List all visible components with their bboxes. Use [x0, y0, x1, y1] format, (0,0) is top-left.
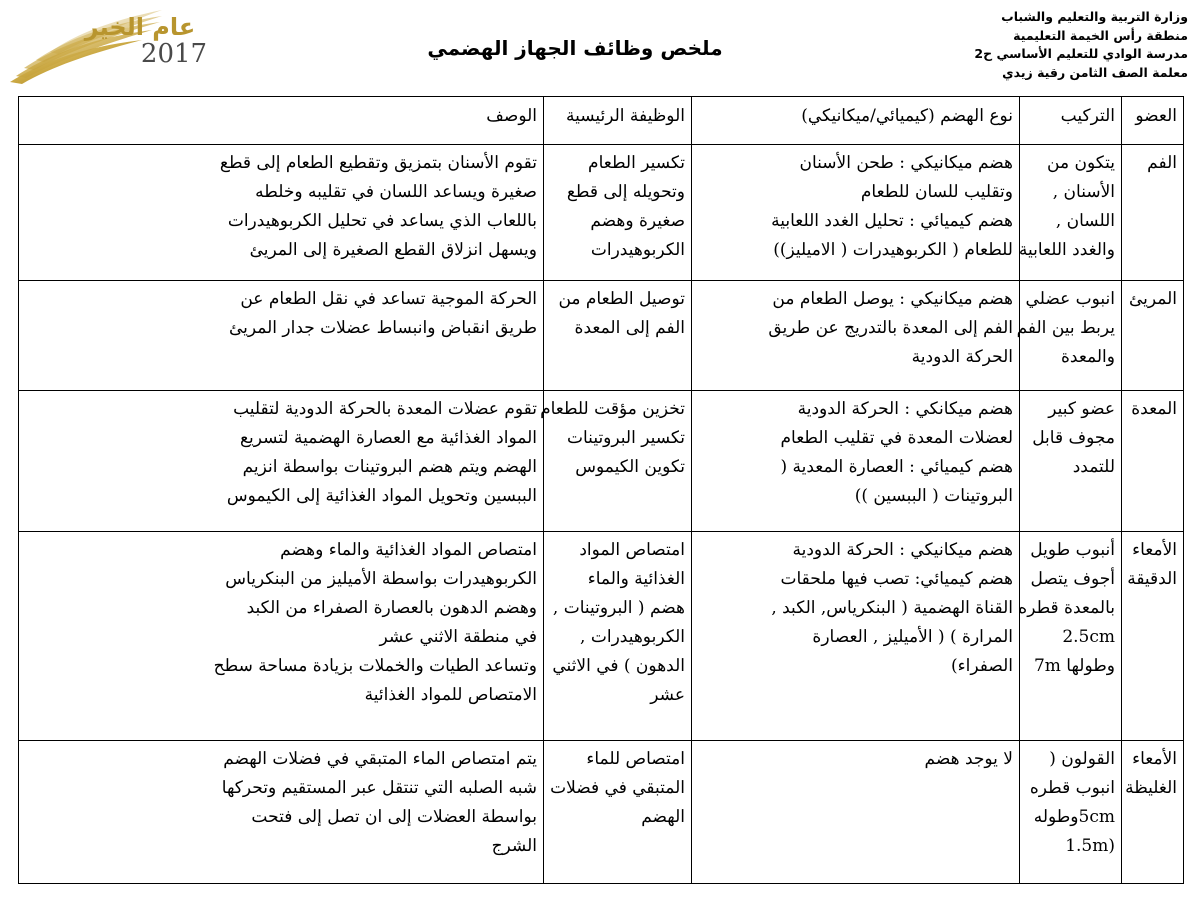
cell-line: 5cmوطوله — [1033, 807, 1115, 828]
cell-line: هضم كيميائي: تصب فيها ملحقات — [780, 568, 1013, 589]
cell-line: هضم كيميائي : العصارة المعدية ( — [780, 457, 1013, 478]
logo-arabic-text: عام الخير — [84, 13, 196, 41]
cell-line: المريئ — [1128, 289, 1177, 310]
school-header — [888, 8, 1188, 82]
digestive-system-table — [18, 96, 1184, 884]
cell-line: انبوب قطره — [1029, 778, 1115, 799]
cell-description — [19, 281, 544, 391]
cell-structure — [1020, 145, 1122, 281]
cell-line: وطولها 7m — [1033, 655, 1115, 676]
cell-line: في منطقة الاثني عشر — [379, 626, 537, 647]
cell-line: امتصاص للماء — [586, 749, 685, 770]
cell-organ — [1122, 145, 1184, 281]
cell-digestion-type — [692, 531, 1020, 741]
cell-line: وتقليب للسان للطعام — [860, 182, 1013, 202]
cell-line: وتساعد الطيات والخملات بزيادة مساحة سطح — [213, 655, 537, 676]
cell-line: الغذائية والماء — [587, 568, 685, 589]
header-main-function: الوظيفة الرئيسية — [544, 97, 692, 145]
cell-line: للتمدد — [1072, 457, 1115, 478]
cell-line: تكسير البروتينات — [567, 428, 685, 449]
cell-organ — [1122, 531, 1184, 741]
cell-main-function — [540, 391, 692, 531]
cell-line: الفم إلى المعدة بالتدريج عن طريق — [768, 318, 1013, 339]
cell-line: المواد الغذائية مع العصارة الهضمية لتسريع — [239, 428, 537, 449]
cell-line: طريق انقباض وانبساط عضلات جدار المريئ — [228, 318, 537, 339]
cell-description — [19, 391, 544, 531]
cell-line: توصيل الطعام من — [558, 289, 685, 310]
cell-line: 2.5cm — [1062, 626, 1115, 647]
logo-year-text: 2017 — [140, 39, 208, 69]
cell-line: تخزين مؤقت للطعام — [540, 399, 685, 420]
cell-line: الهضم ويتم هضم البروتينات بواسطة انزيم — [242, 457, 537, 478]
cell-line: الأمعاء — [1132, 539, 1177, 560]
cell-line: الكربوهيدرات , — [580, 626, 685, 647]
cell-line: هضم ميكانيكي : الحركة الدودية — [792, 539, 1013, 560]
cell-line: الامتصاص للمواد الغذائية — [364, 684, 537, 705]
cell-main-function — [544, 531, 692, 741]
cell-line: المرارة ) ( الأميليز , العصارة — [812, 626, 1013, 647]
cell-line: عضو كبير — [1048, 399, 1115, 420]
cell-line: تكسير الطعام — [588, 153, 685, 173]
cell-main-function — [544, 145, 692, 281]
cell-line: الفم — [1147, 153, 1177, 173]
cell-line: يتم امتصاص الماء المتبقي في فضلات الهضم — [223, 749, 537, 770]
table-row — [19, 145, 1184, 281]
cell-organ — [1122, 281, 1184, 391]
header-structure: التركيب — [1020, 97, 1122, 145]
table-header-row — [19, 97, 1184, 145]
cell-line: الببسين وتحويل المواد الغذائية إلى الكيموس — [226, 486, 537, 507]
cell-line: بواسطة العضلات إلى ان تصل إلى فتحت — [251, 807, 537, 828]
cell-line: هضم ميكانيكي : طحن الأسنان — [799, 153, 1013, 173]
cell-line: الأمعاء — [1132, 749, 1177, 770]
cell-line: البروتينات ( الببسين )) — [854, 486, 1013, 507]
header-line: معلمة الصف الثامن رقية زيدي — [1002, 64, 1188, 80]
cell-line: القولون ( — [1049, 749, 1115, 770]
cell-line: (1.5m — [1065, 836, 1115, 857]
cell-structure — [1020, 391, 1122, 531]
cell-line: صغيرة ويساعد اللسان في تقليبه وخلطه — [255, 182, 537, 202]
cell-line: صغيرة وهضم — [590, 211, 685, 231]
cell-line: هضم ( البروتينات , — [552, 597, 685, 618]
cell-description — [19, 531, 544, 741]
cell-line: يتكون من — [1047, 153, 1115, 173]
header-line: وزارة التربية والتعليم والشباب — [1001, 9, 1188, 24]
cell-line: الحركة الموجية تساعد في نقل الطعام عن — [240, 289, 537, 310]
cell-line: ويسهل انزلاق القطع الصغيرة إلى المريئ — [249, 240, 537, 260]
cell-line: باللعاب الذي يساعد في تحليل الكربوهيدرات — [227, 211, 537, 231]
logo-graphic — [2, 2, 217, 90]
cell-line: تكوين الكيموس — [575, 457, 685, 478]
cell-line: المعدة — [1131, 399, 1177, 420]
cell-line: القناة الهضمية ( البنكرياس, الكبد , — [771, 597, 1013, 618]
cell-line: الغليظة — [1125, 778, 1177, 799]
cell-line: وهضم الدهون بالعصارة الصفراء من الكبد — [246, 597, 537, 618]
cell-description — [19, 145, 544, 281]
cell-line: للطعام ( الكربوهيدرات ( الاميليز)) — [773, 240, 1013, 260]
cell-line: لعضلات المعدة في تقليب الطعام — [780, 428, 1013, 449]
cell-line: انبوب عضلي — [1025, 289, 1115, 310]
cell-line: الصفراء) — [951, 655, 1013, 676]
cell-main-function — [544, 741, 692, 884]
cell-structure — [1016, 281, 1122, 391]
cell-digestion-type — [692, 145, 1020, 281]
cell-line: امتصاص المواد — [579, 539, 685, 560]
header-description: الوصف — [19, 97, 544, 145]
cell-structure — [1020, 531, 1122, 741]
cell-line: تقوم الأسنان بتمزيق وتقطيع الطعام إلى قطع — [219, 153, 537, 173]
cell-line: الدهون ) في الاثني — [552, 655, 685, 676]
cell-line: الهضم — [641, 807, 685, 828]
cell-line: الكربوهيدرات — [590, 240, 685, 260]
table-row — [19, 741, 1184, 884]
cell-line: الحركة الدودية — [911, 347, 1013, 368]
cell-line: الأسنان , — [1052, 182, 1115, 202]
cell-line: الدقيقة — [1127, 568, 1177, 589]
cell-line: اللسان , — [1055, 211, 1115, 231]
cell-digestion-type — [692, 391, 1020, 531]
header-line: منطقة رأس الخيمة التعليمية — [1013, 27, 1188, 43]
table-row — [19, 391, 1184, 531]
cell-line: المتبقي في فضلات — [550, 778, 685, 799]
header-line: مدرسة الوادي للتعليم الأساسي ح2 — [974, 46, 1188, 61]
header-digestion-type: نوع الهضم (كيميائي/ميكانيكي) — [692, 97, 1020, 145]
cell-organ — [1122, 391, 1184, 531]
cell-organ — [1122, 741, 1184, 884]
cell-description — [19, 741, 544, 884]
cell-main-function — [544, 281, 692, 391]
year-of-giving-logo — [2, 2, 217, 90]
cell-line: بالمعدة قطره — [1018, 597, 1115, 618]
cell-line: هضم ميكانيكي : يوصل الطعام من — [772, 289, 1013, 310]
cell-line: عشر — [650, 684, 685, 705]
cell-digestion-type — [692, 741, 1020, 884]
cell-structure — [1020, 741, 1122, 884]
cell-line: الفم إلى المعدة — [574, 318, 685, 339]
cell-line: يربط بين الفم — [1016, 318, 1115, 339]
cell-line: امتصاص المواد الغذائية والماء وهضم — [280, 539, 537, 560]
cell-line: هضم ميكانكي : الحركة الدودية — [797, 399, 1013, 420]
table-row — [19, 281, 1184, 391]
page-title: ملخص وظائف الجهاز الهضمي — [427, 36, 723, 60]
table-row — [19, 531, 1184, 741]
cell-line: لا يوجد هضم — [924, 749, 1013, 770]
cell-line: والمعدة — [1061, 347, 1115, 368]
cell-line: تقوم عضلات المعدة بالحركة الدودية لتقليب — [233, 399, 537, 420]
cell-line: وتحويله إلى قطع — [566, 182, 685, 202]
cell-line: أجوف يتصل — [1030, 568, 1115, 589]
cell-line: أنبوب طويل — [1030, 539, 1115, 560]
cell-digestion-type — [692, 281, 1020, 391]
cell-line: الشرج — [491, 836, 537, 857]
cell-line: الكربوهيدرات بواسطة الأميليز من البنكرياس — [225, 568, 537, 589]
cell-line: مجوف قابل — [1032, 428, 1115, 449]
cell-line: والغدد اللعابية — [1018, 240, 1115, 260]
header-organ: العضو — [1122, 97, 1184, 145]
cell-line: شبه الصلبه التي تنتقل عبر المستقيم وتحركها — [221, 778, 537, 799]
cell-line: هضم كيميائي : تحليل الغدد اللعابية — [771, 211, 1013, 231]
